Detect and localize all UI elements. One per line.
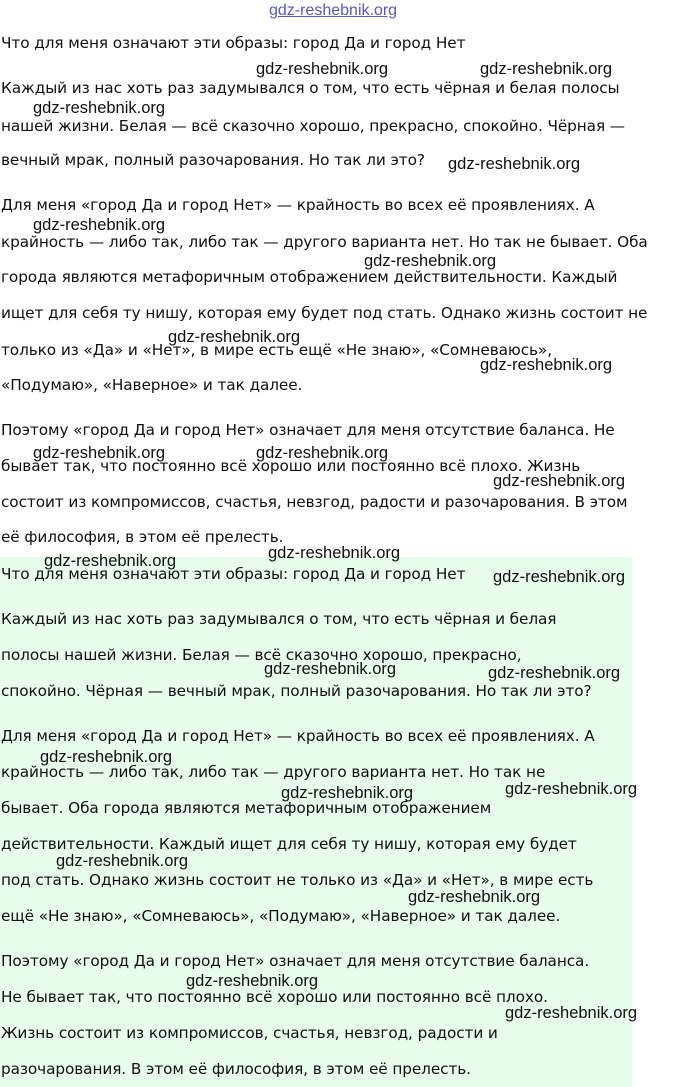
watermark: gdz-reshebnik.org bbox=[493, 568, 626, 586]
watermark: gdz-reshebnik.org bbox=[168, 328, 301, 346]
watermark: gdz-reshebnik.org bbox=[56, 852, 189, 870]
section2-title: Что для меня означают эти образы: город Да и город Нет bbox=[1, 565, 466, 583]
header-watermark-link[interactable]: gdz-reshebnik.org bbox=[269, 2, 398, 19]
section1-title: Что для меня означают эти образы: город Да и город Нет bbox=[1, 34, 466, 52]
watermark: gdz-reshebnik.org bbox=[505, 780, 638, 798]
section1-line-11: бывает так, что постоянно всё хорошо или постоянно всё плохо. Жизнь bbox=[1, 457, 581, 475]
watermark: gdz-reshebnik.org bbox=[493, 472, 626, 490]
watermark: gdz-reshebnik.org bbox=[256, 60, 389, 78]
section2-line-8: под стать. Однако жизнь состоит не только из «Да» и «Нет», в мире есть bbox=[1, 871, 594, 889]
watermark: gdz-reshebnik.org bbox=[505, 1004, 638, 1022]
section1-line-6: города являются метафоричным отображением действительности. Каждый bbox=[1, 268, 618, 286]
section2-line-5: крайность — либо так, либо так — другого варианта нет. Но так не bbox=[1, 763, 546, 781]
watermark: gdz-reshebnik.org bbox=[40, 748, 173, 766]
section2-line-11: Не бывает так, что постоянно всё хорошо или постоянно всё плохо. bbox=[1, 988, 548, 1006]
section1-line-10: Поэтому «город Да и город Нет» означает для меня отсутствие баланса. Не bbox=[1, 421, 615, 439]
section2-line-7: действительности. Каждый ищет для себя ту нишу, которая ему будет bbox=[1, 835, 577, 853]
watermark: gdz-reshebnik.org bbox=[281, 784, 414, 802]
section1-line-8: только из «Да» и «Нет», в мире есть ещё «Не знаю», «Сомневаюсь», bbox=[1, 341, 552, 359]
section1-line-1: Каждый из нас хоть раз задумывался о том, что есть чёрная и белая полосы bbox=[1, 79, 620, 97]
section2-line-13: разочарования. В этом её философия, в этом её прелесть. bbox=[1, 1060, 471, 1078]
section1-line-12: состоит из компромиссов, счастья, невзгод, радости и разочарования. В этом bbox=[1, 493, 628, 511]
watermark: gdz-reshebnik.org bbox=[264, 660, 397, 678]
watermark: gdz-reshebnik.org bbox=[44, 552, 177, 570]
watermark: gdz-reshebnik.org bbox=[186, 972, 319, 990]
section2-line-3: спокойно. Чёрная — вечный мрак, полный разочарования. Но так ли это? bbox=[1, 682, 592, 700]
watermark: gdz-reshebnik.org bbox=[408, 888, 541, 906]
watermark: gdz-reshebnik.org bbox=[448, 155, 581, 173]
section1-line-5: крайность — либо так, либо так — другого варианта нет. Но так не бывает. Оба bbox=[1, 233, 648, 251]
watermark: gdz-reshebnik.org bbox=[268, 544, 401, 562]
watermark: gdz-reshebnik.org bbox=[480, 356, 613, 374]
watermark: gdz-reshebnik.org bbox=[33, 99, 166, 117]
section2-line-4: Для меня «город Да и город Нет» — крайность во всех её проявлениях. А bbox=[1, 727, 595, 745]
watermark: gdz-reshebnik.org bbox=[480, 60, 613, 78]
watermark: gdz-reshebnik.org bbox=[364, 252, 497, 270]
watermark: gdz-reshebnik.org bbox=[33, 444, 166, 462]
watermark: gdz-reshebnik.org bbox=[33, 216, 166, 234]
section1-line-2: нашей жизни. Белая — всё сказочно хорошо, прекрасно, спокойно. Чёрная — bbox=[1, 117, 626, 135]
section1-line-3: вечный мрак, полный разочарования. Но так ли это? bbox=[1, 151, 425, 169]
section2-line-10: Поэтому «город Да и город Нет» означает для меня отсутствие баланса. bbox=[1, 952, 590, 970]
section2-line-1: Каждый из нас хоть раз задумывался о том, что есть чёрная и белая bbox=[1, 610, 557, 628]
section2-line-2: полосы нашей жизни. Белая — всё сказочно хорошо, прекрасно, bbox=[1, 646, 522, 664]
section2-line-12: Жизнь состоит из компромиссов, счастья, невзгод, радости и bbox=[1, 1024, 498, 1042]
section1-line-9: «Подумаю», «Наверное» и так далее. bbox=[1, 376, 303, 394]
section2-line-9: ещё «Не знаю», «Сомневаюсь», «Подумаю», «Наверное» и так далее. bbox=[1, 907, 561, 925]
section1-line-7: ищет для себя ту нишу, которая ему будет под стать. Однако жизнь состоит не bbox=[1, 304, 648, 322]
section1-line-4: Для меня «город Да и город Нет» — крайность во всех её проявлениях. А bbox=[1, 196, 595, 214]
watermark: gdz-reshebnik.org bbox=[256, 444, 389, 462]
section1-line-13: её философия, в этом её прелесть. bbox=[1, 528, 284, 546]
section2-line-6: бывает. Оба города являются метафоричным отображением bbox=[1, 799, 492, 817]
watermark: gdz-reshebnik.org bbox=[488, 664, 621, 682]
